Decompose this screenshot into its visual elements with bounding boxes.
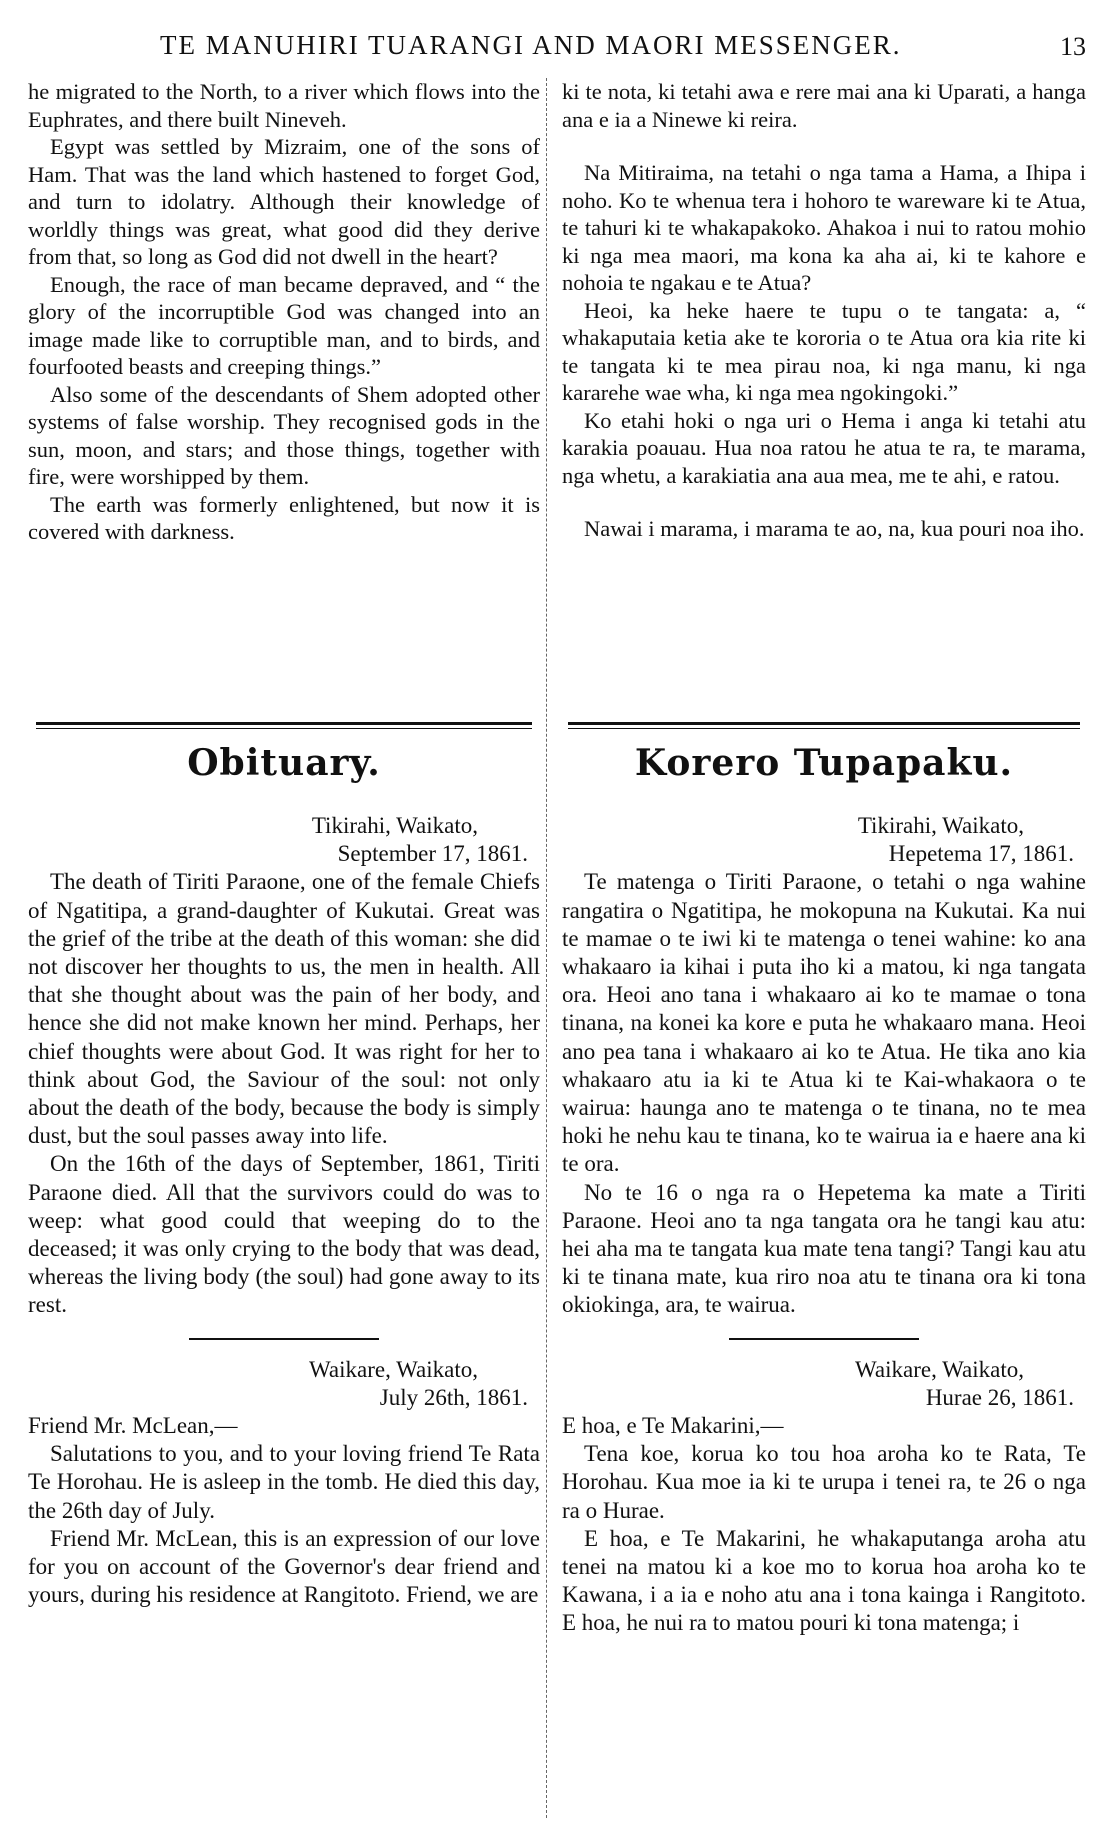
paragraph: Heoi, ka heke haere te tupu o te tangata: a, “ whakaputaia ketia ake te kororia o te Atua ora kia rite ki te tangata ki te mea pirau noa, ki nga manu, ki nga kararehe wae wha, ki nga mea ngokingoki.” [562,297,1086,405]
letter-date: September 17, 1861. [337,841,528,867]
newspaper-title: TE MANUHIRI TUARANGI AND MAORI MESSENGER. [160,30,902,60]
letter-separator [189,1338,379,1340]
right-column-bottom [562,812,1086,1638]
paragraph: Friend Mr. McLean, this is an expression of our love for you on account of the Governor's dear friend and yours, during his residence at Rangitoto. Friend, we are [28,1525,540,1608]
paragraph: Enough, the race of man became depraved, and “ the glory of the incorruptible God was changed into an image made like to corruptible man, and to birds, and fourfooted beasts and creeping things.” [28,271,540,379]
paragraph: Na Mitiraima, na tetahi o nga tama a Hama, a Ihipa i noho. Ko te whenua tera i hohoro te wareware ki te Atua, te tahuri ki te whakapakoko. Ahakoa i nui to ratou mohio ki nga mea maori, ma kona ka aha ai, ki te kahore e nohoia te ngakau e te Atua? [562,160,1086,295]
paragraph: E hoa, e Te Makarini, he whakaputanga aroha atu tenei na matou ki a koe mo to korua hoa aroha ko te Kawana, i a ia e noho atu ana i tona kainga i Rangitoto. E hoa, he nui ra to matou pouri ki tona matenga; i [562,1525,1086,1636]
paragraph: he migrated to the North, to a river which flows into the Euphrates, and there built Nineveh. [28,79,540,132]
left-column-bottom [28,812,540,1609]
column-divider [546,78,547,1818]
page-header [0,30,1114,70]
salutation: Friend Mr. McLean,— [28,1413,238,1439]
section-rule-right [568,722,1080,725]
paragraph: Ko etahi hoki o nga uri o Hema i anga ki tetahi atu karakia poauau. Hua noa ratou he atua te ra, te marama, nga whetu, a karakiatia ana aua mea, me te ahi, e ratou. [562,407,1086,488]
page-number: 13 [1060,32,1086,61]
paragraph: Egypt was settled by Mizraim, one of the sons of Ham. That was the land which hastened to forget God, and turn to idolatry. Although their knowledge of worldly things was great, what good did they derive from that, so long as God did not dwell in the heart? [28,134,540,269]
obituary-heading: Obituary. [187,742,381,784]
right-column-top [562,78,1086,543]
letter-date: July 26th, 1861. [379,1384,528,1410]
paragraph: ki te nota, ki tetahi awa e rere mai ana ki Uparati, a hanga ana e ia a Ninewe ki reira. [562,79,1086,132]
korero-tupapaku-heading: Korero Tupapaku. [634,742,1014,784]
section-rule-right-thin [568,728,1080,729]
section-rule-left-thin [36,728,532,729]
section-rule-left [36,722,532,725]
left-column-top [28,78,540,546]
paragraph: The earth was formerly enlightened, but now it is covered with darkness. [28,491,540,544]
letter-place: Tikirahi, Waikato, [311,813,478,838]
letter-date: Hepetema 17, 1861. [888,841,1074,867]
salutation: E hoa, e Te Makarini,— [562,1413,784,1439]
paragraph: No te 16 o nga ra o Hepetema ka mate a Tiriti Paraone. Heoi ano ta nga tangata ora he tangi kau atu: hei aha ma te tangata kua mate tena tangi? Tangi kau atu ki te tinana mate, kua riro noa atu te tinana ora ki tona okiokinga, ara, te wairua. [562,1179,1086,1318]
paragraph: Tena koe, korua ko tou hoa aroha ko te Rata, Te Horohau. Kua moe ia ki te urupa i tenei ra, te 26 o nga ra o Hurae. [562,1441,1086,1523]
paragraph: The death of Tiriti Paraone, one of the female Chiefs of Ngatitipa, a grand-daughter of Kukutai. Great was the grief of the tribe at the death of this woman: she did not discover her thoughts to us, the men in health. All that she thought about was the pain of her body, and hence she did not make known her mind. Perhaps, her chief thoughts were about God. It was right for her to think about God, the Saviour of the soul: not only about the death of the body, because the body is simply dust, but the soul passes away into life. [28,869,540,1149]
letter-date: Hurae 26, 1861. [925,1384,1074,1410]
paragraph: Nawai i marama, i marama te ao, na, kua pouri noa iho. [584,516,1085,541]
paragraph: Salutations to you, and to your loving friend Te Rata Te Horohau. He is asleep in the tomb. He died this day, the 26th day of July. [28,1441,540,1523]
paragraph: Also some of the descendants of Shem adopted other systems of false worship. They recognised gods in the sun, moon, and stars; and those things, together with fire, were worshipped by them. [28,381,540,489]
letter-place: Waikare, Waikato, [309,1356,478,1382]
paragraph: Te matenga o Tiriti Paraone, o tetahi o nga wahine rangatira o Ngatitipa, he mokopuna na Kukutai. Ka nui te mamae o te iwi ki te matenga o tenei wahine: ko ana whakaaro ia kihai i puta iho ki a matou, ki nga tangata ora. Heoi ano tana i whakaaro ai ko te mamae o tona tinana, na konei ka kore e puta he whakaaro mana. Heoi ano pea tana i whakaaro ai ko te Atua. He tika ano kia whakaaro atu ia ki te Atua ki te Kai-whakaora o te wairua: haunga ano te matenga o te tinana, no te mea hoki he nehu kau te tinana, ko te wairua ia e haere ana ki te ora. [562,869,1086,1177]
paragraph: On the 16th of the days of September, 1861, Tiriti Paraone died. All that the survivors could do was to weep: what good could that weeping do to the deceased; it was only crying to the body that was dead, whereas the living body (the soul) had gone away to its rest. [28,1151,540,1318]
letter-place: Waikare, Waikato, [855,1356,1024,1382]
letter-separator [729,1338,919,1340]
letter-place: Tikirahi, Waikato, [857,813,1024,838]
